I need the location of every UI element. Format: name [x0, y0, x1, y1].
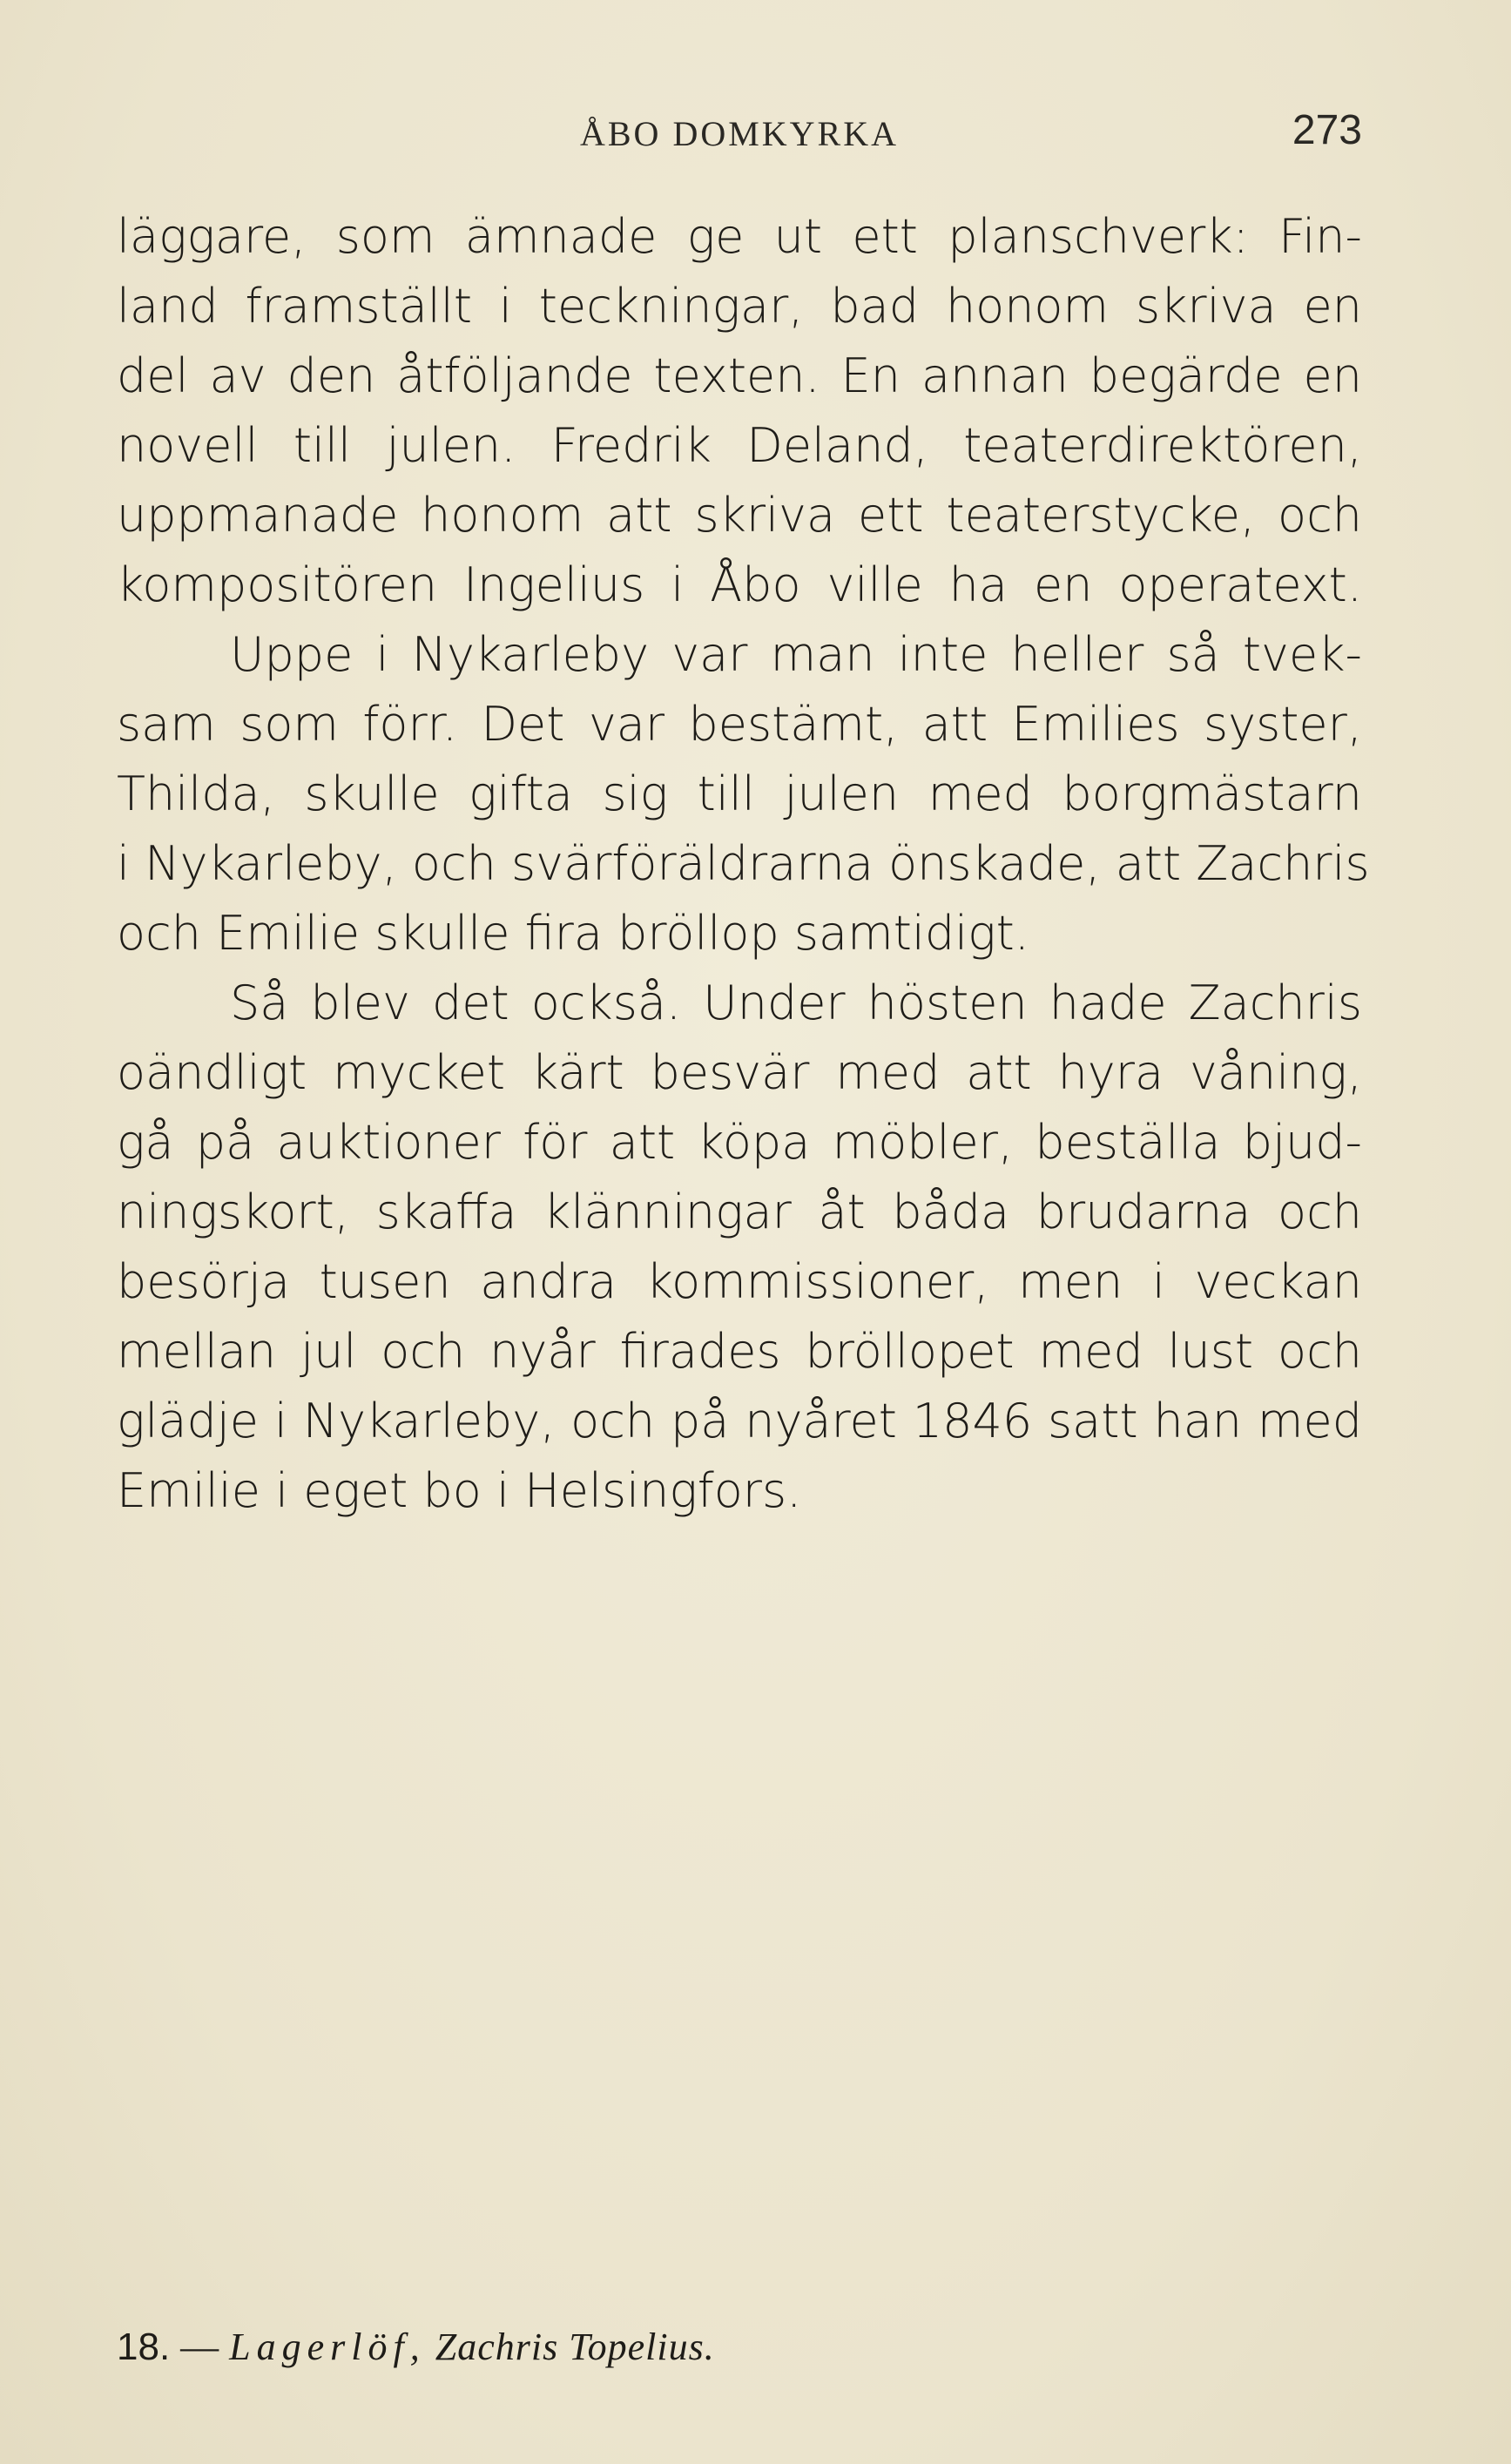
- signature-dash: —: [180, 2326, 219, 2368]
- text-line: Uppe i Nykarleby var man inte heller så tvek-: [230, 627, 1362, 682]
- text-line: del av den åtföljande texten. En annan begärde en: [117, 348, 1362, 403]
- text-line: kompositören Ingelius i Åbo ville ha en operatext.: [117, 557, 1362, 612]
- text-line: glädje i Nykarleby, och på nyåret 1846 satt han med: [117, 1394, 1362, 1448]
- text-line: mellan jul och nyår firades bröllopet med lust och: [117, 1324, 1362, 1379]
- text-line: oändligt mycket kärt besvär med att hyra våning,: [117, 1045, 1362, 1100]
- text-line: gå på auktioner för att köpa möbler, beställa bjud-: [117, 1115, 1362, 1170]
- text-line: besörja tusen andra kommissioner, men i veckan: [117, 1254, 1362, 1309]
- text-line: uppmanade honom att skriva ett teaterstycke, och: [117, 488, 1362, 543]
- text-line: land framställt i teckningar, bad honom skriva en: [117, 279, 1362, 334]
- signature-title: Zachris Topelius.: [435, 2326, 715, 2368]
- text-line: sam som förr. Det var bestämt, att Emilies syster,: [117, 697, 1362, 752]
- text-line: Så blev det också. Under hösten hade Zachris: [230, 975, 1362, 1030]
- text-line: läggare, som ämnade ge ut ett planschverk: Fin-: [117, 209, 1362, 264]
- body-text: [117, 202, 1370, 1526]
- text-line: i Nykarleby, och svärföräldrarna önskade, att Zachris: [117, 836, 1370, 891]
- text-line: Emilie i eget bo i Helsingfors.: [117, 1463, 802, 1518]
- page-number: 273: [1292, 107, 1362, 153]
- signature-author: Lagerlöf,: [229, 2326, 426, 2368]
- text-line: ningskort, skaffa klänningar åt båda brudarna och: [117, 1185, 1362, 1239]
- running-head: [117, 103, 1362, 172]
- text-line: och Emilie skulle fira bröllop samtidigt.: [117, 906, 1029, 961]
- signature-line: [117, 2317, 715, 2378]
- signature-number: 18.: [117, 2326, 171, 2368]
- text-line: Thilda, skulle gifta sig till julen med borgmästarn: [117, 766, 1362, 821]
- running-title: ÅBO DOMKYRKA: [579, 114, 900, 153]
- text-line: novell till julen. Fredrik Deland, teaterdirektören,: [117, 418, 1362, 473]
